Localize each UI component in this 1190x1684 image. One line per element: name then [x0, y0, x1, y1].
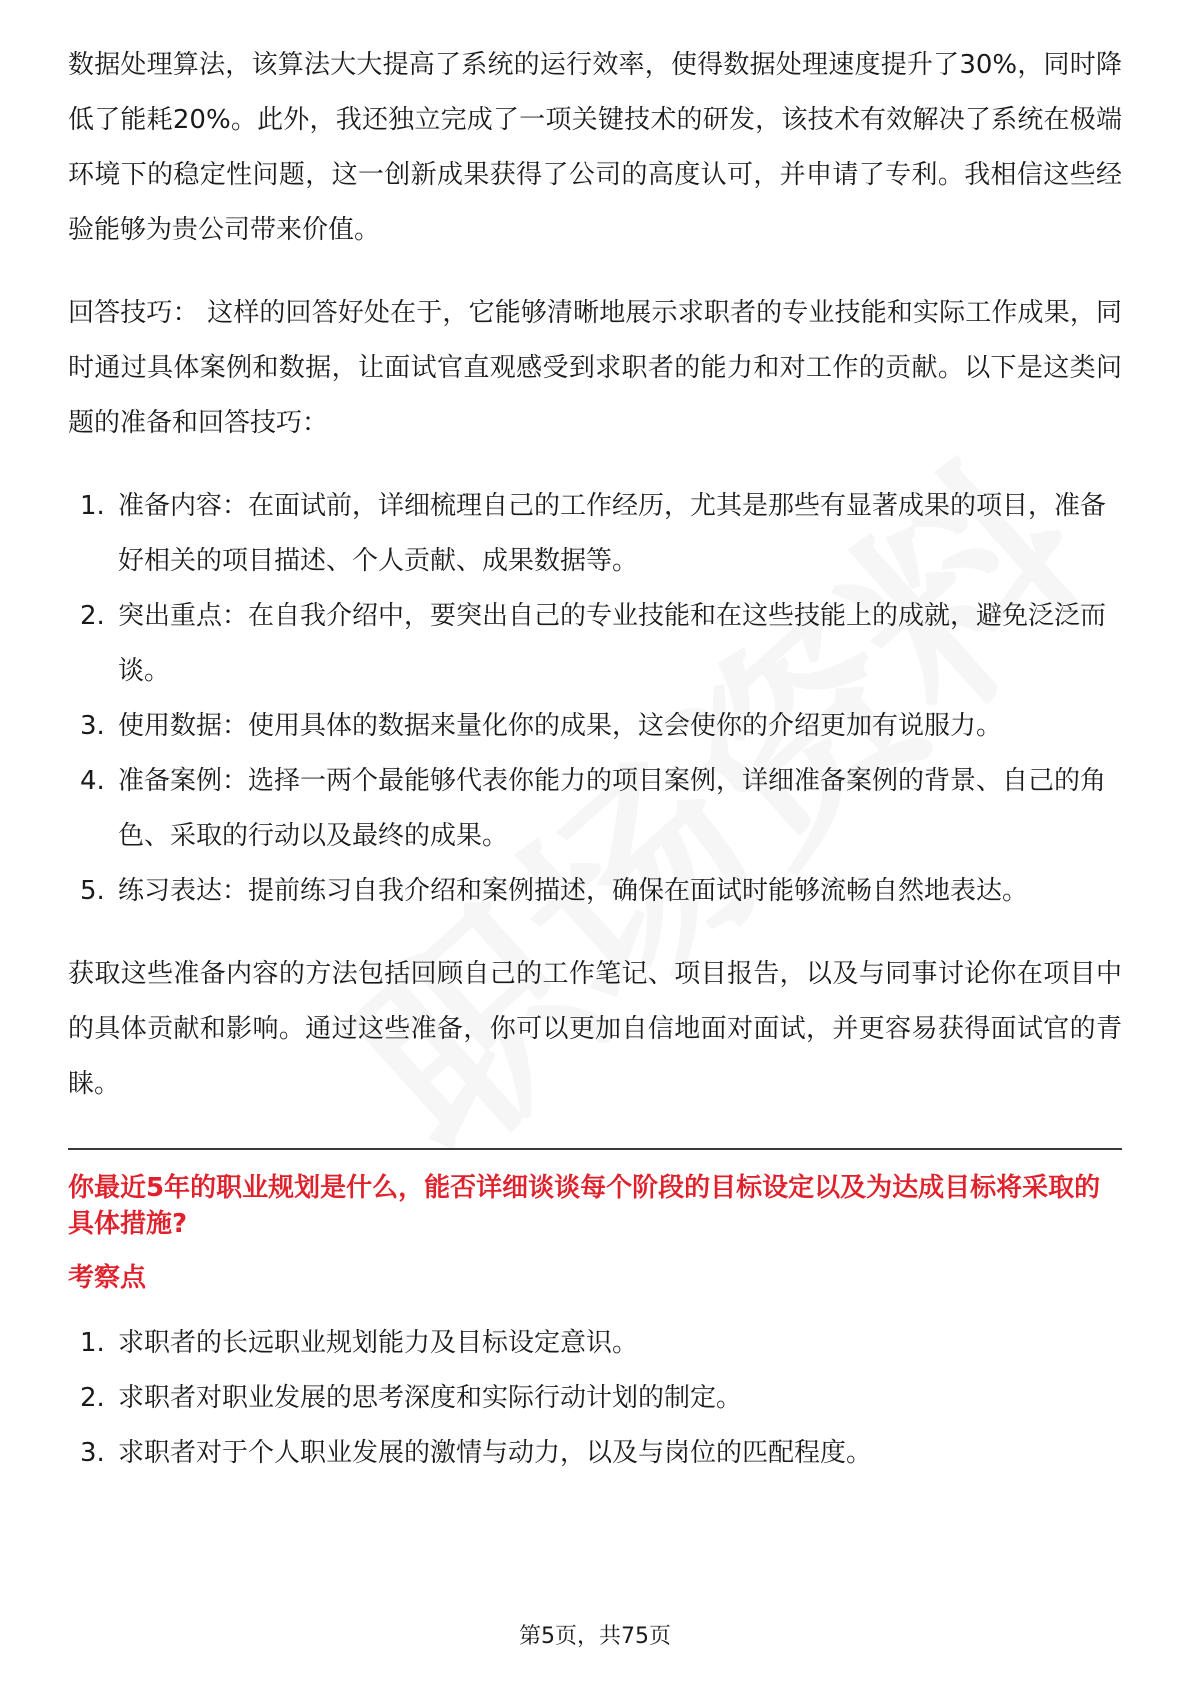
question-heading: 你最近5年的职业规划是什么，能否详细谈谈每个阶段的目标设定以及为达成目标将采取的具体措施?	[68, 1173, 1101, 1239]
paragraph-preparation: 获取这些准备内容的方法包括回顾自己的工作笔记、项目报告，以及与同事讨论你在项目中的具体贡献和影响。通过这些准备，你可以更加自信地面对面试，并更容易获得面试官的青睐。	[68, 959, 1122, 1099]
page-content	[68, 38, 1122, 1481]
list-item	[68, 1371, 1122, 1426]
list-text: 求职者对于个人职业发展的激情与动力，以及与岗位的匹配程度。	[118, 1438, 873, 1468]
list-item	[68, 699, 1122, 754]
list-number: 1.	[80, 491, 105, 521]
list-text: 使用数据：使用具体的数据来量化你的成果，这会使你的介绍更加有说服力。	[118, 711, 1003, 741]
paragraph-answer-end: 数据处理算法，该算法大大提高了系统的运行效率，使得数据处理速度提升了30%，同时降低了能耗20%。此外，我还独立完成了一项关键技术的研发，该技术有效解决了系统在极端环境下的稳定性问题，这一创新成果获得了公司的高度认可，并申请了专利。我相信这些经验能够为贵公司带来价值。	[68, 50, 1122, 245]
list-text: 准备内容：在面试前，详细梳理自己的工作经历，尤其是那些有显著成果的项目，准备好相关的项目描述、个人贡献、成果数据等。	[118, 491, 1107, 576]
page-footer: 第5页，共75页	[519, 1624, 671, 1649]
list-number: 2.	[80, 1383, 105, 1413]
list-text: 求职者对职业发展的思考深度和实际行动计划的制定。	[118, 1383, 743, 1413]
list-item	[68, 754, 1122, 864]
paragraph-answer-tips: 回答技巧： 这样的回答好处在于，它能够清晰地展示求职者的专业技能和实际工作成果，同时通过具体案例和数据，让面试官直观感受到求职者的能力和对工作的贡献。以下是这类问题的准备和回答技巧：	[68, 298, 1122, 438]
list-number: 2.	[80, 601, 105, 631]
list-number: 5.	[80, 876, 105, 906]
list-item	[68, 589, 1122, 699]
list-item	[68, 1426, 1122, 1481]
list-item	[68, 479, 1122, 589]
list-text: 准备案例：选择一两个最能够代表你能力的项目案例，详细准备案例的背景、自己的角色、采取的行动以及最终的成果。	[118, 766, 1107, 851]
list-item	[68, 864, 1122, 919]
list-number: 3.	[80, 711, 105, 741]
list-number: 3.	[80, 1438, 105, 1468]
list-text: 求职者的长远职业规划能力及目标设定意识。	[118, 1328, 639, 1358]
assessment-points-list	[68, 1316, 1122, 1481]
tips-list	[68, 479, 1122, 919]
list-text: 突出重点：在自我介绍中，要突出自己的专业技能和在这些技能上的成就，避免泛泛而谈。	[118, 601, 1107, 686]
section-subheading: 考察点	[68, 1263, 147, 1293]
list-number: 4.	[80, 766, 105, 796]
list-number: 1.	[80, 1328, 105, 1358]
list-text: 练习表达：提前练习自我介绍和案例描述，确保在面试时能够流畅自然地表达。	[118, 876, 1029, 906]
list-item	[68, 1316, 1122, 1371]
